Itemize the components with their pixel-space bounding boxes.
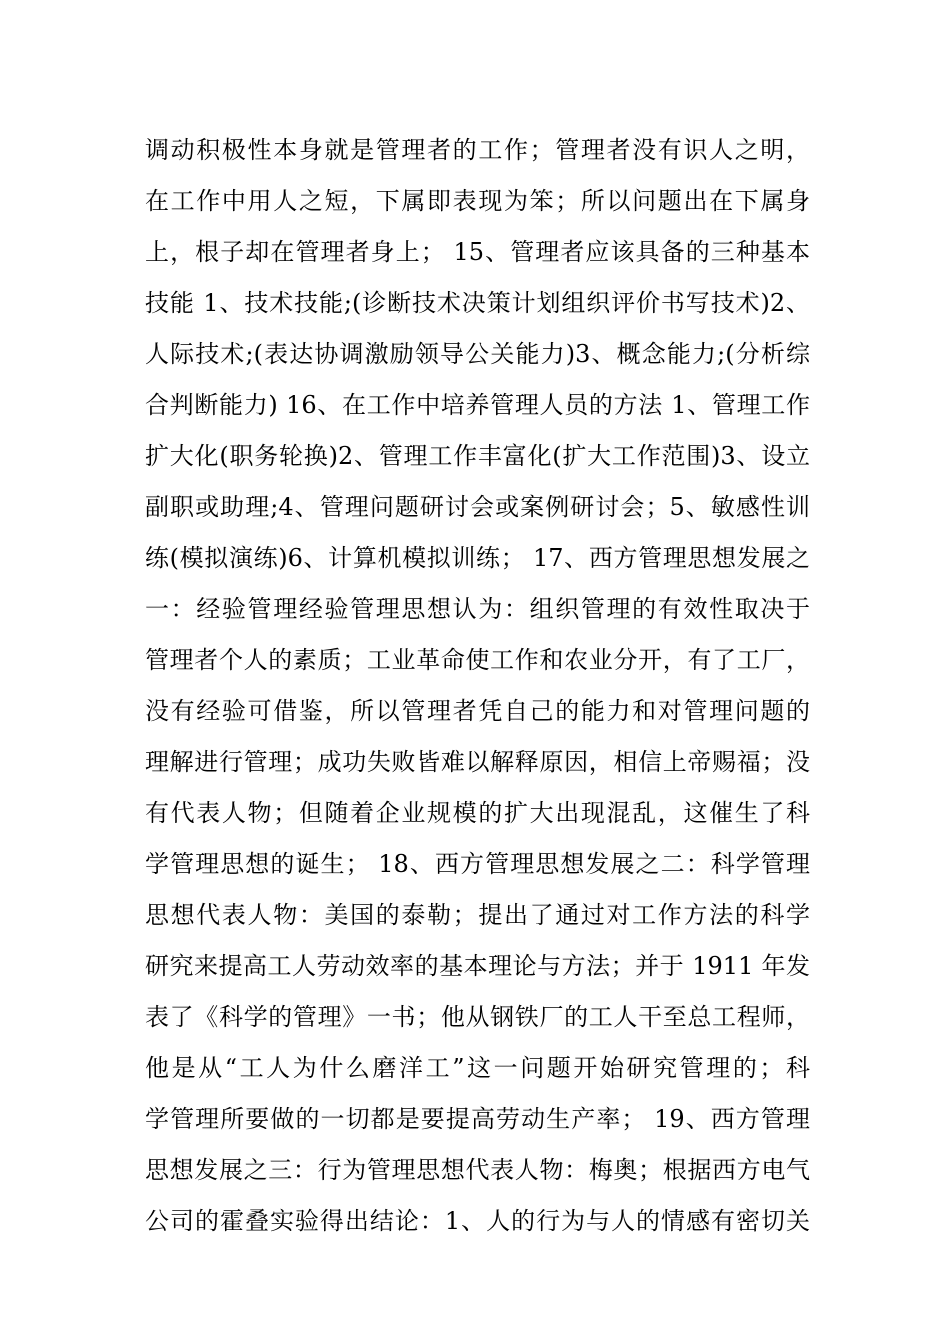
text-line: 公司的霍叠实验得出结论：1、人的行为与人的情感有密切关 [145,1207,810,1235]
text-line: 练(模拟演练)6、计算机模拟训练； 17、西方管理思想发展之 [145,544,810,572]
text-line: 学管理思想的诞生； 18、西方管理思想发展之二：科学管理 [145,850,810,878]
text-line: 一：经验管理经验管理思想认为：组织管理的有效性取决于 [145,595,810,623]
text-line: 调动积极性本身就是管理者的工作；管理者没有识人之明， [145,136,810,164]
text-line: 理解进行管理；成功失败皆难以解释原因，相信上帝赐福；没 [145,748,810,776]
text-line: 思想代表人物：美国的泰勒；提出了通过对工作方法的科学 [145,901,810,929]
text-line: 在工作中用人之短，下属即表现为笨；所以问题出在下属身 [145,187,810,215]
text-line: 扩大化(职务轮换)2、管理工作丰富化(扩大工作范围)3、设立 [145,442,810,470]
text-line: 合判断能力) 16、在工作中培养管理人员的方法 1、管理工作 [145,391,810,419]
text-line: 没有经验可借鉴，所以管理者凭自己的能力和对管理问题的 [145,697,810,725]
text-line: 表了《科学的管理》一书；他从钢铁厂的工人干至总工程师， [145,1003,810,1031]
text-line: 研究来提高工人劳动效率的基本理论与方法；并于 1911 年发 [145,952,810,980]
text-line: 学管理所要做的一切都是要提高劳动生产率； 19、西方管理 [145,1105,810,1133]
body-text [145,125,810,1247]
text-line: 副职或助理;4、管理问题研讨会或案例研讨会；5、敏感性训 [145,493,810,521]
text-line: 有代表人物；但随着企业规模的扩大出现混乱，这催生了科 [145,799,810,827]
text-line: 人际技术;(表达协调激励领导公关能力)3、概念能力;(分析综 [145,340,810,368]
text-line: 思想发展之三：行为管理思想代表人物：梅奥；根据西方电气 [145,1156,810,1184]
text-line: 技能 1、技术技能;(诊断技术决策计划组织评价书写技术)2、 [145,289,810,317]
text-line: 他是从“工人为什么磨洋工”这一问题开始研究管理的；科 [145,1054,810,1082]
text-line: 管理者个人的素质；工业革命使工作和农业分开，有了工厂， [145,646,810,674]
text-line: 上，根子却在管理者身上； 15、管理者应该具备的三种基本 [145,238,810,266]
